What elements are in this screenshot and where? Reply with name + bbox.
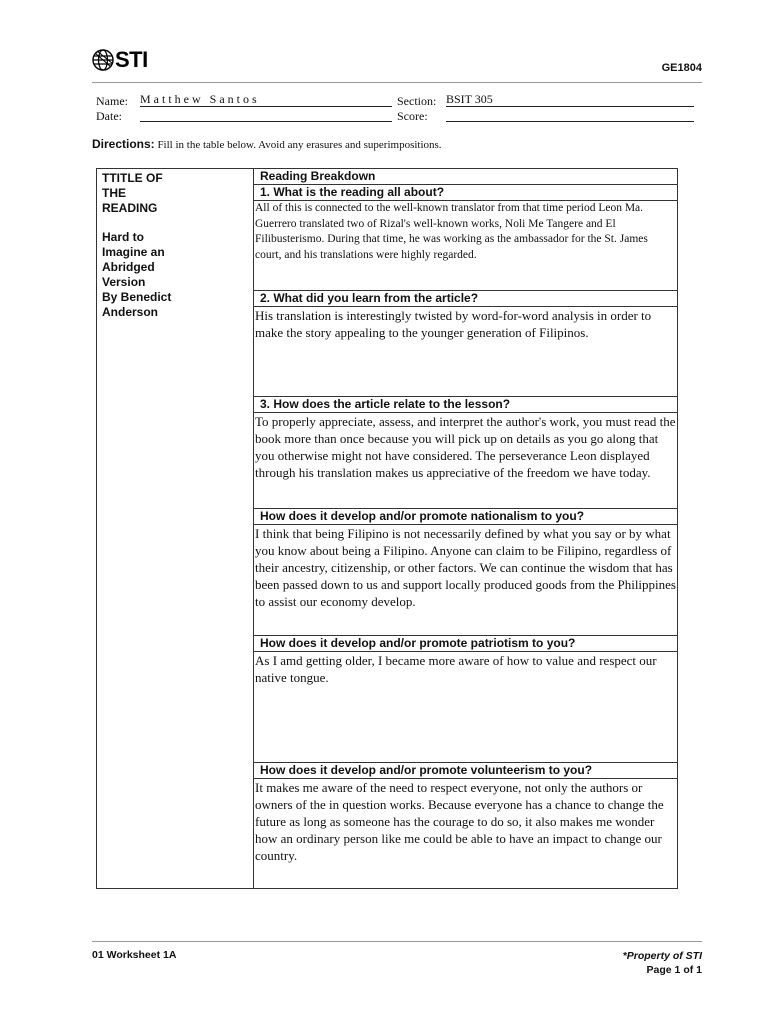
question-1: 1. What is the reading all about? (254, 185, 678, 201)
sti-globe-icon (92, 49, 114, 71)
date-field[interactable] (140, 108, 392, 122)
directions-text: Fill in the table below. Avoid any erasures and superimpositions. (154, 139, 442, 151)
answer-1[interactable]: All of this is connected to the well-known translator from that time period Leon Ma. Guerrero translated two of Rizal's well-known works, Noli Me Tangere and El Filibusterismo. During that time, he was working as the ambassador for the St. James court, and his translations were highly regarded. (254, 201, 678, 291)
header-divider (92, 82, 702, 83)
question-6: How does it develop and/or promote volunteerism to you? (254, 763, 678, 779)
date-label: Date: (96, 109, 122, 123)
property-notice: *Property of STI (622, 950, 702, 962)
worksheet-table (96, 168, 678, 889)
directions (92, 137, 442, 151)
reading-breakdown-header: Reading Breakdown (254, 169, 678, 185)
page-number: Page 1 of 1 (646, 964, 702, 976)
course-code: GE1804 (661, 62, 702, 74)
title-line: THE (102, 186, 126, 200)
section-field[interactable]: BSIT 305 (446, 93, 694, 107)
title-line: TTITLE OF (102, 171, 163, 185)
name-label: Name: (96, 94, 128, 108)
question-5: How does it develop and/or promote patriotism to you? (254, 636, 678, 652)
directions-label: Directions: (92, 137, 155, 151)
score-field[interactable] (446, 108, 694, 122)
title-line: READING (102, 201, 158, 215)
reading-line: Hard to (102, 230, 144, 244)
footer-divider (92, 941, 702, 942)
answer-5[interactable]: As I amd getting older, I became more aware of how to value and respect our native tongue. (254, 652, 678, 763)
reading-line: By Benedict (102, 290, 172, 304)
reading-line: Abridged (102, 260, 155, 274)
sti-logo (92, 46, 152, 74)
question-4: How does it develop and/or promote nationalism to you? (254, 509, 678, 525)
answer-4[interactable]: I think that being Filipino is not necessarily defined by what you say or by what you know about being a Filipino. Anyone can claim to be Filipino, regardless of their ancestry, citizenship, or other factors. We can continue the wisdom that has been passed down to us and support locally produced goods from the Philippines to assist our economy develop. (254, 525, 678, 636)
footer-right (623, 949, 702, 977)
logo-text: STI (115, 47, 148, 72)
reading-line: Imagine an (102, 245, 165, 259)
answer-3[interactable]: To properly appreciate, assess, and interpret the author's work, you must read the book more than once because you will pick up on details as you go along that you otherwise might not have considered. The perseverance Leon displayed through his translation makes us appreciative of the freedom we have today. (254, 413, 678, 509)
reading-line: Anderson (102, 305, 159, 319)
score-label: Score: (397, 109, 428, 123)
section-label: Section: (397, 94, 437, 108)
reading-line: Version (102, 275, 146, 289)
question-3: 3. How does the article relate to the lesson? (254, 397, 678, 413)
answer-6[interactable]: It makes me aware of the need to respect everyone, not only the authors or owners of the in question works. Because everyone has a chance to change the future as long as someone has the courage to do so, it also makes me wonder how an ordinary person like me could be able to have an impact to change our country. (254, 779, 678, 889)
answer-2[interactable]: His translation is interestingly twisted by word-for-word analysis in order to make the story appealing to the younger generation of Filipinos. (254, 307, 678, 397)
question-2: 2. What did you learn from the article? (254, 291, 678, 307)
reading-title (102, 230, 248, 320)
title-heading (102, 171, 248, 216)
name-field[interactable]: M a t t h e w S a n t o s (140, 93, 392, 107)
reading-title-cell (97, 169, 254, 889)
worksheet-label: 01 Worksheet 1A (92, 949, 177, 961)
